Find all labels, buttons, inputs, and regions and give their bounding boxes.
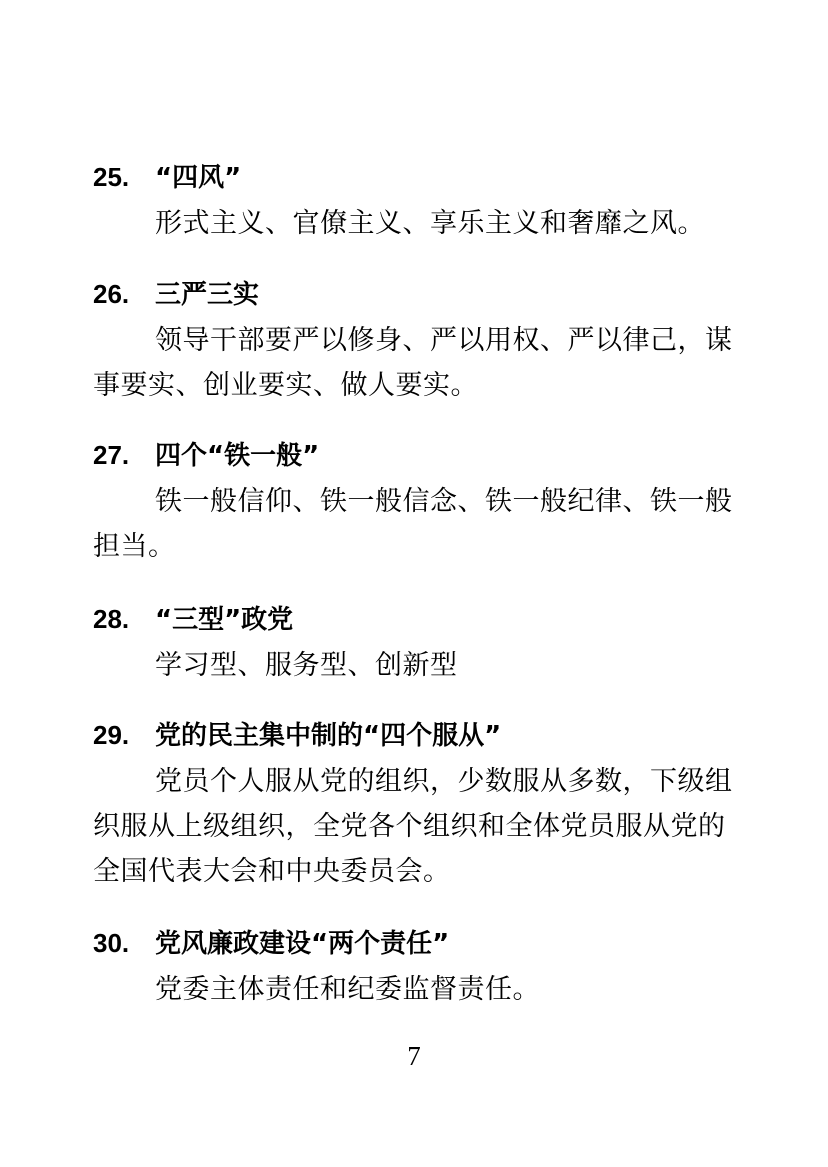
entry-title: 四个“铁一般” [155, 441, 320, 471]
entry-number: 30. [93, 928, 130, 958]
entry-number: 27. [93, 440, 130, 470]
entry-title: “四风” [155, 163, 242, 193]
entry-28 [93, 596, 733, 688]
entry-heading [93, 712, 733, 759]
entry-number: 26. [93, 279, 130, 309]
entry-number: 25. [93, 162, 130, 192]
entry-29 [93, 712, 733, 894]
entry-title: 党的民主集中制的“四个服从” [155, 721, 502, 751]
entry-title: 党风廉政建设“两个责任” [155, 929, 450, 959]
entry-body: 学习型、服务型、创新型 [155, 650, 458, 681]
entry-heading [93, 432, 733, 479]
entry-heading [93, 920, 733, 967]
entry-body: 形式主义、官僚主义、享乐主义和奢靡之风。 [155, 208, 705, 239]
entry-30 [93, 920, 733, 1012]
entry-title: 三严三实 [155, 280, 260, 310]
entry-body: 铁一般信仰、铁一般信念、铁一般纪律、铁一般担当。 [93, 486, 733, 562]
entry-body: 领导干部要严以修身、严以用权、严以律己，谋事要实、创业要实、做人要实。 [93, 325, 733, 401]
entry-heading [93, 271, 733, 318]
entry-body: 党委主体责任和纪委监督责任。 [155, 974, 540, 1005]
entry-title: “三型”政党 [155, 605, 294, 635]
entry-number: 29. [93, 720, 130, 750]
entry-25 [93, 154, 733, 246]
entry-body: 党员个人服从党的组织，少数服从多数，下级组织服从上级组织，全党各个组织和全体党员服从党的全国代表大会和中央委员会。 [93, 766, 733, 887]
entry-27 [93, 432, 733, 569]
entry-heading [93, 596, 733, 643]
entry-number: 28. [93, 604, 130, 634]
entry-26 [93, 271, 733, 408]
page-number: 7 [407, 1041, 421, 1071]
entry-heading [93, 154, 733, 201]
